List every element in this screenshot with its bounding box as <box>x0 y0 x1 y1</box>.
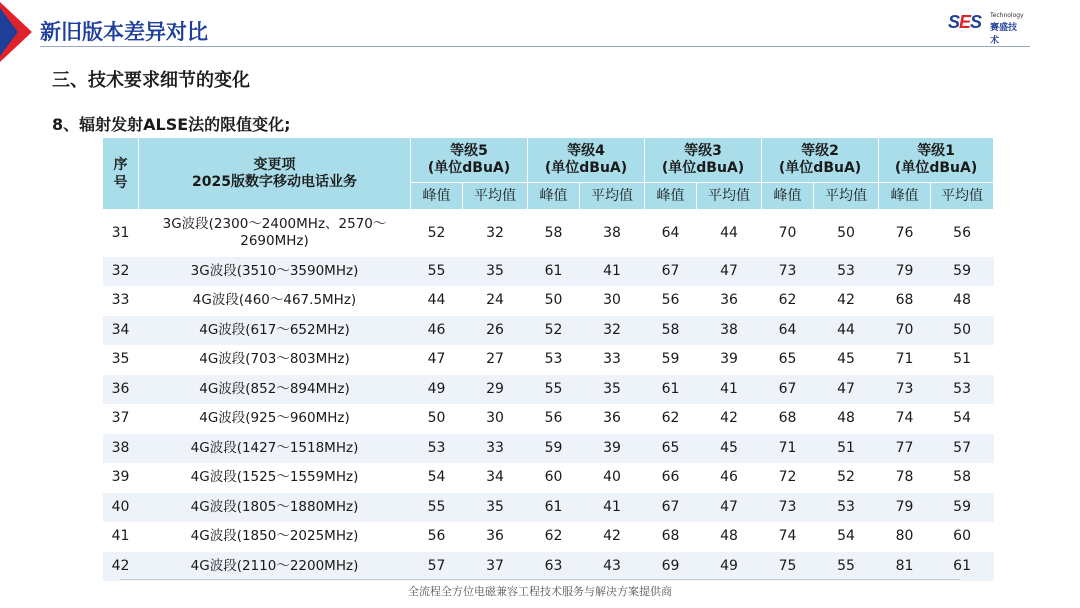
peak-value: 71 <box>879 345 931 375</box>
footer <box>0 583 1080 599</box>
footer-divider <box>120 579 960 580</box>
avg-value: 59 <box>931 257 994 287</box>
avg-value: 32 <box>463 210 528 257</box>
avg-value: 53 <box>814 493 879 523</box>
avg-value: 51 <box>931 345 994 375</box>
sub-title: 8、辐射发射ALSE法的限值变化; <box>52 115 291 134</box>
peak-value: 57 <box>411 552 463 582</box>
footer-text: 全流程全方位电磁兼容工程技术服务与解决方案提供商 <box>402 585 678 598</box>
avg-value: 29 <box>463 375 528 405</box>
peak-value: 53 <box>528 345 580 375</box>
avg-value: 48 <box>814 404 879 434</box>
header-avg: 平均值 <box>697 183 762 210</box>
table-row <box>103 286 994 316</box>
avg-value: 41 <box>580 493 645 523</box>
avg-value: 48 <box>697 522 762 552</box>
avg-value: 33 <box>463 434 528 464</box>
avg-value: 53 <box>931 375 994 405</box>
row-item: 4G波段(617～652MHz) <box>139 316 411 346</box>
row-seq: 33 <box>103 286 139 316</box>
peak-value: 78 <box>879 463 931 493</box>
row-item: 4G波段(925～960MHz) <box>139 404 411 434</box>
table-row <box>103 375 994 405</box>
header-item-line1: 变更项 <box>253 156 296 173</box>
peak-value: 73 <box>879 375 931 405</box>
peak-value: 70 <box>879 316 931 346</box>
peak-value: 62 <box>762 286 814 316</box>
corner-blue-triangle <box>0 8 18 56</box>
row-seq: 34 <box>103 316 139 346</box>
avg-value: 47 <box>697 493 762 523</box>
peak-value: 61 <box>645 375 697 405</box>
peak-value: 74 <box>762 522 814 552</box>
peak-value: 59 <box>645 345 697 375</box>
row-item: 3G波段(2300～2400MHz、2570～2690MHz) <box>139 210 411 257</box>
row-item: 4G波段(852～894MHz) <box>139 375 411 405</box>
table-row <box>103 552 994 582</box>
peak-value: 65 <box>645 434 697 464</box>
peak-value: 81 <box>879 552 931 582</box>
peak-value: 46 <box>411 316 463 346</box>
peak-value: 75 <box>762 552 814 582</box>
row-seq: 40 <box>103 493 139 523</box>
row-item: 4G波段(1850～2025MHz) <box>139 522 411 552</box>
table-row <box>103 404 994 434</box>
avg-value: 53 <box>814 257 879 287</box>
limit-table <box>102 137 994 582</box>
peak-value: 44 <box>411 286 463 316</box>
avg-value: 59 <box>931 493 994 523</box>
avg-value: 43 <box>580 552 645 582</box>
header-level-5: 等级5 (单位dBuA) <box>411 138 528 183</box>
avg-value: 54 <box>931 404 994 434</box>
avg-value: 41 <box>697 375 762 405</box>
page-title: 新旧版本差异对比 <box>40 20 208 44</box>
peak-value: 71 <box>762 434 814 464</box>
row-item: 3G波段(3510～3590MHz) <box>139 257 411 287</box>
row-seq: 42 <box>103 552 139 582</box>
section-title: 三、技术要求细节的变化 <box>52 70 250 91</box>
avg-value: 35 <box>580 375 645 405</box>
peak-value: 56 <box>645 286 697 316</box>
avg-value: 39 <box>697 345 762 375</box>
avg-value: 51 <box>814 434 879 464</box>
header-level-4: 等级4 (单位dBuA) <box>528 138 645 183</box>
row-item: 4G波段(1427～1518MHz) <box>139 434 411 464</box>
table-row <box>103 257 994 287</box>
avg-value: 39 <box>580 434 645 464</box>
header-peak: 峰值 <box>528 183 580 210</box>
header-level-1: 等级1 (单位dBuA) <box>879 138 994 183</box>
logo-cn-name: 赛盛技术 <box>990 23 1018 46</box>
peak-value: 70 <box>762 210 814 257</box>
logo-tagline: Technology <box>990 12 1024 19</box>
peak-value: 67 <box>645 257 697 287</box>
row-item: 4G波段(460～467.5MHz) <box>139 286 411 316</box>
peak-value: 58 <box>528 210 580 257</box>
avg-value: 40 <box>580 463 645 493</box>
peak-value: 55 <box>411 493 463 523</box>
peak-value: 63 <box>528 552 580 582</box>
avg-value: 41 <box>580 257 645 287</box>
row-seq: 41 <box>103 522 139 552</box>
avg-value: 57 <box>931 434 994 464</box>
header-avg: 平均值 <box>580 183 645 210</box>
peak-value: 58 <box>645 316 697 346</box>
row-seq: 31 <box>103 210 139 257</box>
avg-value: 36 <box>580 404 645 434</box>
peak-value: 64 <box>762 316 814 346</box>
table-row <box>103 434 994 464</box>
row-seq: 39 <box>103 463 139 493</box>
table-row <box>103 493 994 523</box>
avg-value: 44 <box>814 316 879 346</box>
peak-value: 47 <box>411 345 463 375</box>
table-row <box>103 522 994 552</box>
avg-value: 38 <box>697 316 762 346</box>
avg-value: 52 <box>814 463 879 493</box>
avg-value: 26 <box>463 316 528 346</box>
header-avg: 平均值 <box>463 183 528 210</box>
peak-value: 60 <box>528 463 580 493</box>
avg-value: 33 <box>580 345 645 375</box>
peak-value: 56 <box>528 404 580 434</box>
avg-value: 24 <box>463 286 528 316</box>
avg-value: 54 <box>814 522 879 552</box>
header-avg: 平均值 <box>814 183 879 210</box>
avg-value: 48 <box>931 286 994 316</box>
peak-value: 74 <box>879 404 931 434</box>
peak-value: 79 <box>879 493 931 523</box>
header-peak: 峰值 <box>645 183 697 210</box>
avg-value: 42 <box>580 522 645 552</box>
peak-value: 54 <box>411 463 463 493</box>
peak-value: 52 <box>528 316 580 346</box>
avg-value: 56 <box>931 210 994 257</box>
peak-value: 59 <box>528 434 580 464</box>
avg-value: 34 <box>463 463 528 493</box>
row-item: 4G波段(1525～1559MHz) <box>139 463 411 493</box>
peak-value: 68 <box>762 404 814 434</box>
peak-value: 56 <box>411 522 463 552</box>
header-peak: 峰值 <box>762 183 814 210</box>
peak-value: 72 <box>762 463 814 493</box>
header-item <box>139 138 411 210</box>
peak-value: 73 <box>762 493 814 523</box>
logo-mark: SES <box>948 12 982 32</box>
table-row <box>103 345 994 375</box>
peak-value: 62 <box>645 404 697 434</box>
peak-value: 61 <box>528 493 580 523</box>
peak-value: 64 <box>645 210 697 257</box>
peak-value: 73 <box>762 257 814 287</box>
avg-value: 58 <box>931 463 994 493</box>
avg-value: 46 <box>697 463 762 493</box>
peak-value: 55 <box>528 375 580 405</box>
avg-value: 44 <box>697 210 762 257</box>
peak-value: 50 <box>411 404 463 434</box>
avg-value: 42 <box>814 286 879 316</box>
peak-value: 66 <box>645 463 697 493</box>
avg-value: 36 <box>697 286 762 316</box>
avg-value: 37 <box>463 552 528 582</box>
avg-value: 45 <box>697 434 762 464</box>
avg-value: 55 <box>814 552 879 582</box>
avg-value: 49 <box>697 552 762 582</box>
row-seq: 36 <box>103 375 139 405</box>
avg-value: 50 <box>814 210 879 257</box>
header-seq: 序号 <box>103 138 139 210</box>
row-seq: 32 <box>103 257 139 287</box>
header-avg: 平均值 <box>931 183 994 210</box>
row-item: 4G波段(1805～1880MHz) <box>139 493 411 523</box>
header-item-line2: 2025版数字移动电话业务 <box>192 173 357 190</box>
header-level-2: 等级2 (单位dBuA) <box>762 138 879 183</box>
table-row <box>103 463 994 493</box>
avg-value: 38 <box>580 210 645 257</box>
peak-value: 68 <box>645 522 697 552</box>
peak-value: 49 <box>411 375 463 405</box>
table-row <box>103 316 994 346</box>
row-seq: 35 <box>103 345 139 375</box>
peak-value: 52 <box>411 210 463 257</box>
peak-value: 55 <box>411 257 463 287</box>
peak-value: 76 <box>879 210 931 257</box>
peak-value: 53 <box>411 434 463 464</box>
avg-value: 47 <box>814 375 879 405</box>
row-item: 4G波段(2110～2200MHz) <box>139 552 411 582</box>
avg-value: 30 <box>463 404 528 434</box>
peak-value: 80 <box>879 522 931 552</box>
avg-value: 35 <box>463 257 528 287</box>
avg-value: 36 <box>463 522 528 552</box>
peak-value: 67 <box>762 375 814 405</box>
header-divider <box>40 46 1030 47</box>
row-item: 4G波段(703～803MHz) <box>139 345 411 375</box>
header-peak: 峰值 <box>411 183 463 210</box>
peak-value: 50 <box>528 286 580 316</box>
avg-value: 27 <box>463 345 528 375</box>
avg-value: 60 <box>931 522 994 552</box>
peak-value: 77 <box>879 434 931 464</box>
peak-value: 61 <box>528 257 580 287</box>
avg-value: 42 <box>697 404 762 434</box>
peak-value: 68 <box>879 286 931 316</box>
avg-value: 32 <box>580 316 645 346</box>
avg-value: 30 <box>580 286 645 316</box>
avg-value: 47 <box>697 257 762 287</box>
table-row <box>103 210 994 257</box>
avg-value: 50 <box>931 316 994 346</box>
avg-value: 61 <box>931 552 994 582</box>
avg-value: 35 <box>463 493 528 523</box>
peak-value: 67 <box>645 493 697 523</box>
peak-value: 62 <box>528 522 580 552</box>
row-seq: 38 <box>103 434 139 464</box>
row-seq: 37 <box>103 404 139 434</box>
peak-value: 79 <box>879 257 931 287</box>
header-level-3: 等级3 (单位dBuA) <box>645 138 762 183</box>
header-peak: 峰值 <box>879 183 931 210</box>
peak-value: 65 <box>762 345 814 375</box>
ses-logo <box>948 12 1024 46</box>
avg-value: 45 <box>814 345 879 375</box>
peak-value: 69 <box>645 552 697 582</box>
